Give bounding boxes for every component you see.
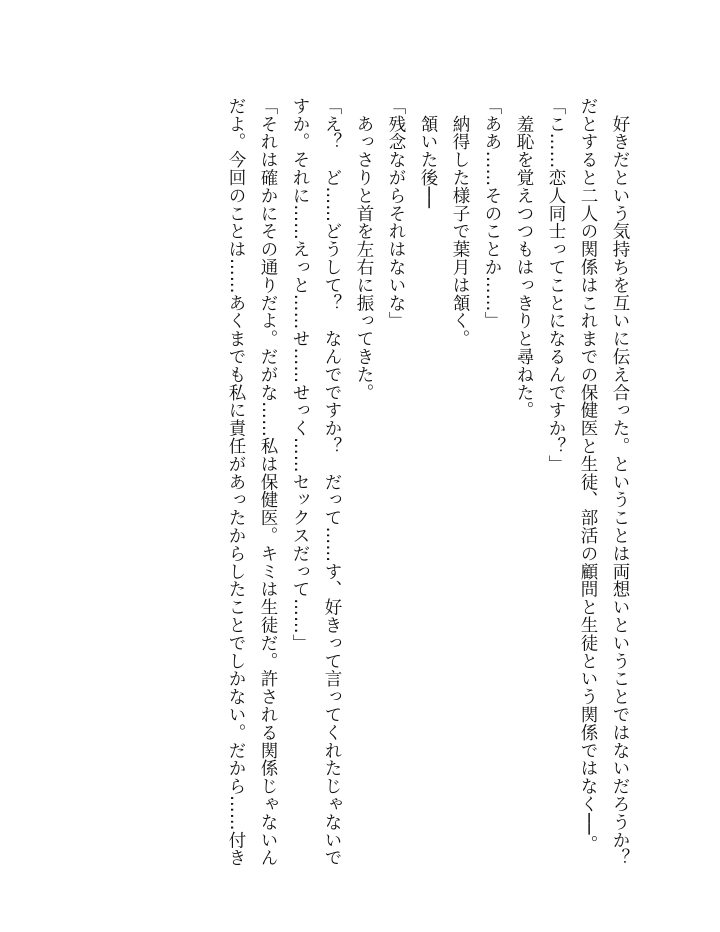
text-line: 「こ……恋人同士ってことになるんですか？」 [546,97,566,473]
text-line: 「それは確かにその通りだよ。だがな……私は保健医。キミは生徒だ。許される関係じゃないん [258,97,278,867]
vertical-text-block [96,97,636,867]
text-line: 「ああ……そのことか……」 [482,97,502,330]
text-line: すか。それに……えっと……せ……せっく……セックスだって……」 [290,97,310,652]
text-line: あっさりと首を左右に振ってきた。 [354,97,374,402]
text-line: 頷いた後── [418,97,438,209]
text-line: 納得した様子で葉月は頷く。 [450,97,470,348]
text-line: だよ。今回のことは……あくまでも私に責任があったからしたことでしかない。だから……付き [226,97,246,867]
text-line: だとすると二人の関係はこれまでの保健医と生徒、部活の顧問と生徒という関係ではなく──。 [578,97,598,853]
text-line: 好きだという気持ちを互いに伝え合った。ということは両想いということではないだろうか？ [610,97,630,867]
text-line: 羞恥を覚えつつもはっきりと尋ねた。 [514,97,534,420]
text-line: 「え？ ど……どうして？ なんでですか？ だって……す、好きって言ってくれたじゃないで [322,97,342,867]
text-line: 「残念ながらそれはないな」 [386,97,406,330]
